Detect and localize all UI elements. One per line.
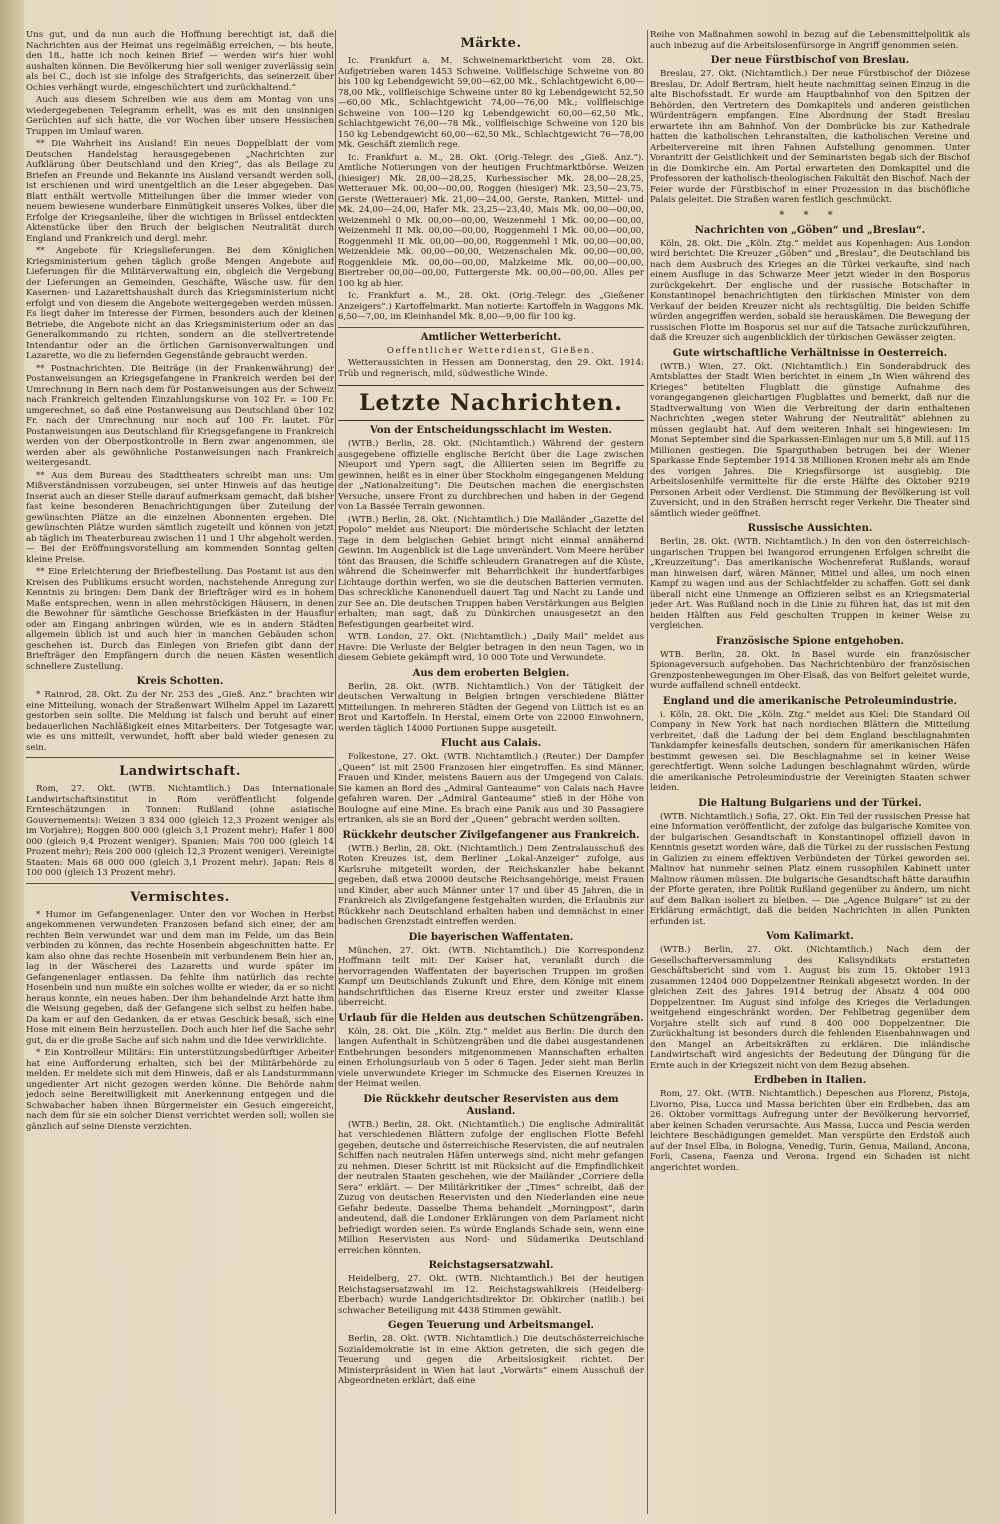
section-heading: Amtlicher Wetterbericht. (420, 331, 562, 343)
binding-gutter (0, 0, 24, 1524)
article-text: WTB. Berlin, 28. Okt. In Basel wurde ein französischer Spionageversuch aufgehoben. Das Nachrichtenbüro der französischen Grenzpostenbewegungen im Ober-Elsaß, das von Belfort geleitet wurde, wurde auffallend schnell entdeckt. (650, 649, 970, 691)
section-heading: Rückkehr deutscher Zivilgefangener aus Frankreich. (342, 829, 640, 841)
masthead-box (338, 385, 644, 421)
article-text: WTB. London, 27. Okt. (Nichtamtlich.) „Daily Mail“ meldet aus Havre: Die Verluste der Belgier betragen in den neun Tagen, wo in diesem Gebiete gekämpft wird, 10 000 Tote und Verwundete. (338, 632, 644, 663)
column-1 (26, 30, 334, 1514)
article-text: (WTB.) Wien, 27. Okt. (Nichtamtlich.) Ein Sonderabdruck des Amtsblattes der Stadt Wien berichtet in einem „In Wien während des Krieges“ betitelten Flugblatt die günstige Aufnahme des vorangegangenen gleichartigen Flugblattes und bemerkt, daß nur die Stadtverwaltung von Wien die Verbreitung der darin enthaltenen Nachrichten „wegen steter Wahrung der Neutralität“ ablehnen zu müssen geglaubt hat. Auf dem weiteren Inhalt sei hingewiesen: Im Monat September sind die Sparkassen-Einlagen nur um 5,8 Mill. auf 115 Millionen gestiegen. Die Sparguthaben betrugen bei der Wiener Sparkasse Ende September 1914 38 Millionen Kronen mehr als am Ende des vorigen Jahres. Die Kriegsfürsorge ist ausgiebig. Die Arbeitslosenhilfe vermittelte für die erste Hälfte des Oktober 9219 Personen Arbeit oder Verdienst. Die Stimmung der Bevölkerung ist voll Zuversicht, und in den Straßen herrscht reger Verkehr. Die Theater sind sämtlich wieder geöffnet. (650, 361, 970, 519)
section-heading: Französische Spione entgehoben. (715, 635, 904, 647)
article-text: ** Eine Erleichterung der Briefbestellung. Das Postamt ist aus den Kreisen des Publikums ersucht worden, nachstehende Anregung zur Kenntnis zu bringen: Dem Dank der Briefträger wird es in hohem Maße entsprechen, wenn in allen mehrstöckigen Häusern, in denen die Bewohner für sämtliche Geschosse Briefkästen in der Hausflur oder am Eingang anbringen würden, wie es in andern Städten allgemein üblich ist und auch hier in manchen Gebäuden schon geschehen ist. Durch das Einlegen von Briefen gibt dann der Briefträger den Empfängern durch die neuen Kästen wesentlich schnellere Zustellung. (26, 567, 334, 672)
section-heading: Reichstagsersatzwahl. (428, 1260, 554, 1271)
divider (26, 883, 334, 884)
section-heading: Die bayerischen Waffentaten. (408, 931, 574, 943)
article-text: * Humor im Gefangenenlager. Unter den vor Wochen in Herbst angekommenen verwundeten Franzosen befand sich einer, der am rechten Bein verwundet war und dem man im Felde, um das Bein verbinden zu können, das rechte Hosenbein abgeschnitten hatte. Er kam also ohne das rechte Hosenbein mit verbundenem Bein hier an, lag in der Wäscherei des Lazaretts und wurde später im Gefangenenlager entlassen. Da fehlte ihm natürlich das rechte Hosenbein und nun mußte ein solches wollte er wieder, da er so nicht heraus konnte, ein neues haben. Der ihm behandelnde Arzt hatte ihm die Weisung gegeben, daß der Gefangene sich selbst zu helfen habe. Da kam er auf den Gedanken, da er etwas Geschick besaß, sich eine Hose mit einem Bein herzustellen. Doch auch hier lief die Sache sehr gut, da er die große Sache auf sich nahm und die Idee verwirklichte. (26, 909, 334, 1046)
article-text: Berlin, 28. Okt. (WTB. Nichtamtlich.) Die deutschösterreichische Sozialdemokratie ist in eine Aktion getreten, die sich gegen die Teuerung und gegen die Arbeitslosigkeit richtet. Der Ministerpräsident in Wien hat laut „Vorwärts“ einem Ausschuß der Abgeordneten erklärt, daß eine (338, 1334, 644, 1386)
section-heading: Die Haltung Bulgariens und der Türkei. (698, 797, 922, 809)
article-text: München, 27. Okt. (WTB. Nichtamtlich.) Die Korrespondenz Hoffmann teilt mit: Der Kaiser hat, veranlaßt durch die hervorragenden Waffentaten der bayerischen Truppen im großen Kampf um Deutschlands Zukunft und Ehre, dem Könige mit einem handschriftlichen das Eiserne Kreuz erster und zweiter Klasse überreicht. (338, 945, 644, 1008)
section-heading: Der neue Fürstbischof von Breslau. (710, 55, 910, 66)
article-text: (WTB.) Berlin, 27. Okt. (Nichtamtlich.) Nach dem der Gesellschafterversammlung des Kalisyndikats erstatteten Geschäftsbericht sind vom 1. August bis zum 15. Oktober 1913 zusammen 12404 000 Doppelzentner Reinkali abgesetzt worden. In der gleichen Zeit des Jahres 1914 betrug der Absatz 4 004 000 Doppelzentner. Im August sind infolge des Krieges die Verladungen weitgehend eingeschränkt worden. Der Fehlbetrag gegenüber dem Vorjahre stellt sich auf rund 8 400 000 Doppelzentner. Die Zurückhaltung ist besonders durch die fehlenden Eisenbahnwagen und den Mangel an Arbeitskräften zu erklären. Die inländische Landwirtschaft wird angesichts der Bedeutung der Düngung für die Ernte auch in der Kriegszeit nicht von dem Bezug absehen. (650, 945, 970, 1071)
article-text: Berlin, 28. Okt. (WTB. Nichtamtlich.) In den von den österreichisch-ungarischen Truppen bei Iwangorod errungenen Erfolgen schreibt die „Kreuzzeitung“: Das amerikanische Wochenreferat Rußlands, worauf man hinweisen darf, wären Männer, Mittel und alles, um noch einen Kampf zu wagen und aus der Schlachtfelder zu schaffen. Gott sei dank überall nicht eine Unmenge an Offizieren selbst es an Kriegsmaterial jeder Art. Was Rußland noch in die Linie zu führen hat, das ist mit den beiden Hälften aus Feld geschulten Truppen in keiner Weise zu vergleichen. (650, 537, 970, 631)
section-heading: Erdbeben in Italien. (753, 1075, 867, 1086)
divider (26, 757, 334, 758)
article-text: ** Aus dem Bureau des Stadttheaters schreibt man uns: Um Mißverständnissen vorzubeugen, sei unter Hinweis auf das heutige Inserat auch an dieser Stelle darauf aufmerksam gemacht, daß bisher fast keine besonderen Benachrichtigungen über Zuteilung der gewünschten Plätze an die einzelnen Abonnenten ergehen. Die gewünschten Plätze wurden sämtlich zugeteilt und können von jetzt ab täglich im Theaterbureau zwischen 11 und 1 Uhr abgeholt werden. — Bei der Eröffnungsvorstellung am kommenden Sonntag gelten kleine Preise. (26, 470, 334, 565)
column-rule (647, 30, 648, 1514)
article-text: ** Angebote für Kriegslieferungen. Bei dem Königlichen Kriegsministerium gehen täglich große Mengen Angebote auf Lieferungen für die Militärverwaltung ein, obgleich die Vergebung der Lieferungen an Gemeinden, Geschäfte, Wäsche usw. für den Kasernen- und Lazarettshaushalt durch das Kriegsministerium nicht erfolgt und von diesem die Angebote weitergegeben werden müssen. Es liegt daher im Interesse der Firmen, besonders auch der kleinen Betriebe, die Angebote nicht an das Kriegsministerium oder an das Generalkommando zu richten, sondern an die stellvertretende Intendantur oder an die örtlichen Garnisonverwaltungen und Lazarette, wo die zu liefernden Gegenstände gebraucht werden. (26, 246, 334, 361)
article-text: (WTB.) Berlin, 28. Okt. (Nichtamtlich.) Die Mailänder „Gazette del Popolo“ meldet aus Nieuport: Die mörderische Schlacht der letzten Tage in dem belgischen Gebiet bringt nicht einmal annähernd Gewinn. Im Augenblick ist die Lage unverändert. Vom Meere herüber tönt das Brausen, die Schiffe schleudern Granatregen auf die Küste, während die Scheinwerfer mit Beharrlichkeit ihr hundertfarbiges Lichtauge dorthin werfen, wo sie die deutschen Batterien vermuten. Das schreckliche Kanonenduell dauert Tag und Nacht zu Lande und zur See an. Die deutschen Truppen haben Verstärkungen aus Belgien erhalten; man sagt, daß zu Dünkirchen unausgesetzt an den Befestigungen gearbeitet wird. (338, 514, 644, 630)
article-text: * Rainrod, 28. Okt. Zu der Nr. 253 des „Gieß. Anz.“ brachten wir eine Mitteilung, wonach der Straßenwart Wilhelm Appel im Lazarett gestorben sein sollte. Die Meldung ist falsch und beruht auf einer bedauerlichen Nachläßigkeit eines Mitarbeiters. Der Totgesagte war, wie es uns mitteilt, verwundet, hofft aber bald wieder genesen zu sein. (26, 690, 334, 753)
article-text: Rom, 27. Okt. (WTB. Nichtamtlich.) Das Internationale Landwirtschaftsinstitut in Rom veröffentlicht folgende Ernteschätzungen in Tonnen: Rußland (ohne asiatische Gouvernements): Weizen 3 834 000 (gleich 12,3 Prozent weniger als im Vorjahre); Roggen 800 000 (gleich 3,1 Prozent mehr); Hafer 1 800 000 (gleich 9,4 Prozent weniger). Spanien: Mais 700 000 (gleich 14 Prozent mehr); Reis 200 000 (gleich 12,3 Prozent weniger). Vereinigte Staaten: Mais 68 000 000 (gleich 3,1 Prozent mehr). Japan: Reis 8 100 000 (gleich 13 Prozent mehr). (26, 784, 334, 878)
article-text: Ic. Frankfurt a. M. Schweinemarktbericht vom 28. Okt. Aufgetrieben waren 1453 Schweine. Vollfleischige Schweine von 80 bis 100 kg Lebendgewicht 59,00—62,00 Mk., Schlachtgewicht 6,00—78,00 Mk., vollfleischige Schweine unter 80 kg Lebendgewicht 52,50—60,00 Mk., Schlachtgewicht 74,00—76,00 Mk.; vollfleischige Schweine von 100—120 kg Lebendgewicht 60,00—62,50 Mk., Schlachtgewicht 76,00—78 Mk., vollfleischige Schweine von 120 bis 150 kg Lebendgewicht 60,00—62,50 Mk., Schlachtgewicht 76—78,00 Mk. Geschäft ziemlich rege. (338, 56, 644, 150)
article-text: Wetteraussichten in Hessen am Donnerstag, den 29. Okt. 1914: Trüb und regnerisch, mild, südwestliche Winde. (338, 358, 644, 379)
article-text: * Ein Kontrolleur Militärs: Ein unterstützungsbedürftiger Arbeiter hat eine Aufforderung erhalten, sich bei der Militärbehörde zu melden. Er meldete sich mit dem Hinweis, daß er als Landsturmmann ungedienter Art nicht gezogen werden könne. Die Behörde nahm jedoch seine Bereitwilligkeit mit Anerkennung entgegen und die Schwabacher haben ihnen Bürgermeister ein Gesuch eingereicht, nach dem für sie ein solcher Dienst verrichtet werden soll; wollen sie gänzlich auf seine Dienste verzichten. (26, 1048, 334, 1132)
article-text: Köln, 28. Okt. Die „Köln. Ztg.“ meldet aus Berlin: Die durch den langen Aufenthalt in Schützengräben und die dabei ausgestandenen Entbehrungen besonders mitgenommenen Mannschaften erhalten einen Erholungsurlaub von 5 oder 6 Tagen. Jeder sieht man Berlin viele unverwundete Krieger im Schmucke des Eisernen Kreuzes in der Heimat weilen. (338, 1026, 644, 1089)
divider (338, 327, 644, 328)
article-text: (WTB.) Berlin, 28. Okt. (Nichtamtlich.) Dem Zentralausschuß des Roten Kreuzes ist, dem Berliner „Lokal-Anzeiger“ zufolge, aus Karlsruhe mitgeteilt worden, der Reichskanzler habe bekannt gegeben, daß etwa 20000 deutsche Reichsangehörige, meist Frauen und Kinder, aber auch Männer unter 17 und über 45 Jahren, die in Frankreich als Zivilgefangene festgehalten wurden, die Erlaubnis zur Rückkehr nach Deutschland erhalten haben und demnächst in einer badischen Grenzstadt eintreffen werden. (338, 843, 644, 927)
section-heading: Kreis Schotten. (136, 676, 224, 687)
article-text: (WTB.) Berlin, 28. Okt. (Nichtamtlich.) Die englische Admiralität hat verschiedenen Blättern zufolge der englischen Flotte Befehl gegeben, deutsche und österreichische Reservisten, die auf neutralen Schiffen nach neutralen Häfen unterwegs sind, nicht mehr gefangen zu nehmen. Dieser Schritt ist mit Rücksicht auf die Empfindlichkeit der neutralen Staaten geschehen, wie der Mailänder „Corriere della Sera“ erklärt. — Der Militärkritiker der „Times“ schreibt, daß der Zuzug von deutschen Reservisten und den Niederlanden eine neue Gefahr bedeute. Dasselbe Thema behandelt „Morningpost“, darin andeutend, daß die Londoner Erklärungen von dem Parlament nicht befriedigt worden seien. Es würde Englands Schade sein, wenn eine Million Reservisten aus Nord- und Südamerika Deutschland erreichen könnten. (338, 1119, 644, 1256)
section-heading: Gegen Teuerung und Arbeitsmangel. (388, 1320, 594, 1331)
article-text: Oeffentlicher Wetterdienst, Gießen. (386, 345, 596, 356)
column-rule (335, 30, 336, 1514)
section-heading: Flucht aus Calais. (440, 738, 542, 749)
section-heading: Aus dem eroberten Belgien. (412, 667, 570, 679)
section-heading: Märkte. (460, 36, 522, 51)
section-heading: Gute wirtschaftliche Verhältnisse in Oesterreich. (672, 347, 948, 359)
section-heading: Urlaub für die Helden aus deutschen Schützengräben. (338, 1012, 644, 1024)
article-text: (WTB.) Berlin, 28. Okt. (Nichtamtlich.) Während der gestern ausgegebene offizielle englische Bericht über die Lage zwischen Nieuport und Ypern sagt, die Alliierten seien im Begriffe zu gewinnen, heißt es in einer über Stockholm eingegangenen Meldung der „Nationalzeitung“: Die Deutschen machen die energischsten Versuche, unsere Front zu durchbrechen und haben in der Gegend von La Bassée Terrain gewonnen. (338, 439, 644, 512)
section-heading: Von der Entscheidungsschlacht im Westen. (370, 425, 612, 436)
section-heading: Russische Aussichten. (747, 523, 873, 534)
article-text: Folkestone, 27. Okt. (WTB. Nichtamtlich.) (Reuter.) Der Dampfer „Queen“ ist mit 2500 Franzosen hier eingetroffen. Es sind Männer, Frauen und Kinder, meistens Bauern aus der Umgegend von Calais. Sie kamen an Bord des „Admiral Ganteaume“ von Calais nach Havre gefahren waren. Der „Admiral Ganteaume“ stieß in der Höhe von Boulogne auf eine Mine. Es brach eine Panik aus und 30 Passagiere ertranken, als sie an Bord der „Queen“ gebracht werden sollten. (338, 752, 644, 825)
article-text: (WTB. Nichtamtlich.) Sofia, 27. Okt. Ein Teil der russischen Presse hat eine Information veröffentlicht, der zufolge das bulgarische Komitee von der bulgarischen Gesandtschaft in Konstantinopel offiziell davon in Kenntnis gesetzt worden wäre, daß die Türkei zu der russischen Festung in Galizien zu einem effektiven Verbündeten der Türkei geworden sei. Malinov hat nunmehr seinen Platz einem russophilen Kabinett unter Malinow räumen müssen. Die bulgarische Gesandtschaft hätte daraufhin der Pforte geraten, ihre Politik Rußland gegenüber zu ändern, um nicht auf dem Balkan isoliert zu bleiben. — Die „Agence Bulgare“ ist zu der Erklärung ermächtigt, daß die beiden Nachrichten in allen Punkten erfunden ist. (650, 811, 970, 927)
section-heading: Landwirtschaft. (119, 764, 241, 779)
section-heading: England und die amerikanische Petroleumindustrie. (662, 695, 958, 707)
article-text: i. Köln, 28. Okt. Die „Köln. Ztg.“ meldet aus Kiel: Die Standard Oil Company in New York hat nach nordischen Blättern die Mitteilung verbreitet, daß die Ladung der bei dem England beschlagnahmten Tankdampfer keinesfalls deutschen, sondern für amerikanischen Häfen bestimmt gewesen sei. Die Beschlagnahme sei in keiner Weise gerechtfertigt. Wenn solche Ladungen beschlagnahmt würden, würde die amerikanische Petroleumindustrie der Vereinigten Staaten schwer leiden. (650, 709, 970, 793)
article-text: Uns gut, und da nun auch die Hoffnung berechtigt ist, daß die Nachrichten aus der Heimat uns regelmäßig erreichen, — bis heute, den 18., hatte ich noch keinen Brief — werden wir's hier wohl aushalten können. Die Bevölkerung hier soll weniger zuverlässig sein als bei C., doch ist sie infolge des Strafgerichts, das seinerzeit über Ochies verhängt wurde, eingeschüchtert und zurückhaltend.“ (26, 30, 334, 93)
article-text: Auch aus diesem Schreiben wie aus dem am Montag von uns wiedergegebenen Telegramm erhellt, was es mit den unsinnigen Gerüchten auf sich hatte, die vor Wochen über unsere Hessischen Truppen im Umlauf waren. (26, 95, 334, 137)
section-heading: Vom Kalimarkt. (766, 931, 854, 942)
article-text: Heidelberg, 27. Okt. (WTB. Nichtamtlich.) Bei der heutigen Reichstagsersatzwahl im 12. Reichstagswahlkreis (Heidelberg-Eberbach) wurde Landgerichtsdirektor Dr. Obkircher (natlib.) bei schwacher Beteiligung mit 4438 Stimmen gewählt. (338, 1274, 644, 1316)
article-text: Berlin, 28. Okt. (WTB. Nichtamtlich.) Von der Tätigkeit der deutschen Verwaltung in Belgien bringen verschiedene Blätter Mitteilungen. In mehreren Städten der Gegend von Lüttich ist es an Brot und Kartoffeln. In Herstal, einem Orte von 22000 Einwohnern, werden täglich 14000 Portionen Suppe ausgeteilt. (338, 681, 644, 734)
asterism-divider: * * * (779, 209, 841, 221)
column-3 (650, 30, 970, 1514)
section-heading: Nachrichten von „Göben“ und „Breslau“. (694, 224, 926, 236)
article-text: Köln, 28. Okt. Die „Köln. Ztg.“ meldet aus Kopenhagen: Aus London wird berichtet: Die Kreuzer „Göben“ und „Breslau“, die Deutschland bis nach dem Ausbruch des Krieges an die Türkei verkaufte, sind nach einem Ausfluge in das Schwarze Meer jetzt wieder in den Bosporus zurückgekehrt. Der englische und der russische Botschafter in Konstantinopel benachrichtigten den türkischen Minister von dem Verkauf der beiden Kreuzer nicht als rechtsgültig. Die beiden Schiffe würden angegriffen werden, sobald sie herauskämen. Die Bewegung der russischen Flotte im Bosporus sei nur auf die Tatsache zurückzuführen, daß die Kreuzer sich augenblicklich der türkischen Gewässer zeigten. (650, 238, 970, 343)
column-2 (338, 30, 644, 1514)
section-heading: Vermischtes. (130, 889, 230, 905)
article-text: Reihe von Maßnahmen sowohl in bezug auf die Lebensmittelpolitik als auch inbezug auf die Arbeitslosenfürsorge in Angriff genommen seien. (650, 30, 970, 51)
article-text: Ic. Frankfurt a. M., 28. Okt. (Orig.-Telegr. des „Gieß. Anz.“). Amtliche Notierungen von der heutigen Fruchtmarktbörse. Weizen (hiesiger) Mk. 28,00—28,25, Kurhessischer Mk. 28,00—28,25, Wetterauer Mk. 00,00—00,00, Roggen (hiesiger) Mk. 23,50—23,75, Gerste (Wetterauer) Mk. 21,00—24,00, Gerste, Ranken, Mittel- und Mk. 24,00—24,00, Hafer Mk. 23,25—23,40, Mais Mk. 00,00—00,00, Weizenmehl 0 Mk. 00,00—00,00, Weizenmehl 1 Mk. 00,00—00,00, Weizenmehl II Mk. 00,00—00,00, Roggenmehl I Mk. 00,00—00,00, Roggenmehl II Mk. 00,00—00,00, Roggenmehl I Mk. 00,00—00,00, Weizenkleie Mk. 00,00—00,00, Weizenschalen Mk. 00,00—00,00, Roggenkleie Mk. 00,00—00,00, Malzkeime Mk. 00,00—00,00, Biertreber 00,00—00,00, Futtergerste Mk. 00,00—00,00. Alles per 100 kg ab hier. (338, 152, 644, 289)
article-text: Ic. Frankfurt a. M., 28. Okt. (Orig.-Telegr. des „Gießener Anzeigers“.) Kartoffelmarkt. Man notierte: Kartoffeln in Waggons Mk. 6,50—7,00, im Kleinhandel Mk. 8,00—9,00 für 100 kg. (338, 291, 644, 322)
section-heading: Die Rückkehr deutscher Reservisten aus dem Ausland. (363, 1093, 619, 1117)
section-heading: Letzte Nachrichten. (359, 390, 623, 416)
article-text: ** Postnachrichten. Die Beiträge (in der Frankenwährung) der Postanweisungen an Kriegsgefangene in Frankreich werden bei der Umrechnung in Bern nach dem für Postanweisungen aus der Schweiz nach Frankreich geltenden Einzahlungskurse von 102 Fr. = 100 Fr. umgerechnet, so daß eine Postanweisung aus Deutschland über 102 Fr. nach der Umrechnung nur noch auf 100 Fr. lautet. Für Postanweisungen aus Deutschland für Kriegsgefangene in Frankreich werden von der Oberpostkontrolle in Bern zwar angenommen, sie werden aber als gewöhnliche Postanweisungen nach Frankreich weitergesandt. (26, 363, 334, 468)
article-text: ** Die Wahrheit ins Ausland! Ein neues Doppelblatt der vom Deutschen Handelstag herausgegebenen „Nachrichten zur Aufklärung über Deutschland und den Krieg“, das als Beilage zu Briefen an Freunde und Bekannte ins Ausland versandt werden soll, ist erschienen und wird unentgeltlich an die Leser abgegeben. Das Blatt enthält wertvolle Mitteilungen über die immer wieder von neuem bewiesene wunderbare Einmütigkeit unseres Volkes, über die Erfolge der Kriegsanleihe, über die wichtigen in Brüssel entdeckten Aktenstücke über den Bruch der belgischen Neutralität durch England und Frankreich und dergl. mehr. (26, 139, 334, 244)
article-text: Breslau, 27. Okt. (Nichtamtlich.) Der neue Fürstbischof der Diözese Breslau, Dr. Adolf Bertram, hielt heute nachmittag seinen Einzug in die alte Bischofsstadt. Er wurde am Hauptbahnhof von den Spitzen der Behörden, den Vertretern des Domkapitels und anderen geistlichen Würdenträgern empfangen. Eine Abordnung der Stadt Breslau erwartete ihn am Bahnhof. Von der Dombrücke bis zur Kathedrale hatten die katholischen Lehranstalten, die katholischen Vereine und Arbeitervereine mit ihren Fahnen Aufstellung genommen. Unter Vorantritt der Geistlichkeit und der Seminaristen begab sich der Bischof in die Domkirche ein. Am Portal erwarteten den Domkapitel und die Professoren der katholisch-theologischen Fakultät den Bischof. Nach der Feier wurde der Fürstbischof in einer Prozession in das bischöfliche Palais geleitet. Die Straßen waren festlich geschmückt. (650, 69, 970, 205)
article-text: Rom, 27. Okt. (WTB. Nichtamtlich.) Depeschen aus Florenz, Pistoja, Livorno, Pisa, Lucca und Massa berichten über ein Erdbeben, das am 26. Oktober vormittags Aufregung unter der Bevölkerung hervorrief, aber keinen Schaden verursachte. Aus Massa, Lucca und Pescia werden leichtere Beschädigungen gemeldet. Man verspürte den Erdstoß auch auf der Insel Elba, in Bologna, Venedig, Turin, Genua, Mailand, Ancona, Forli, Casena, Faenza und Verona. Irgend ein Schaden ist nicht angerichtet worden. (650, 1089, 970, 1173)
